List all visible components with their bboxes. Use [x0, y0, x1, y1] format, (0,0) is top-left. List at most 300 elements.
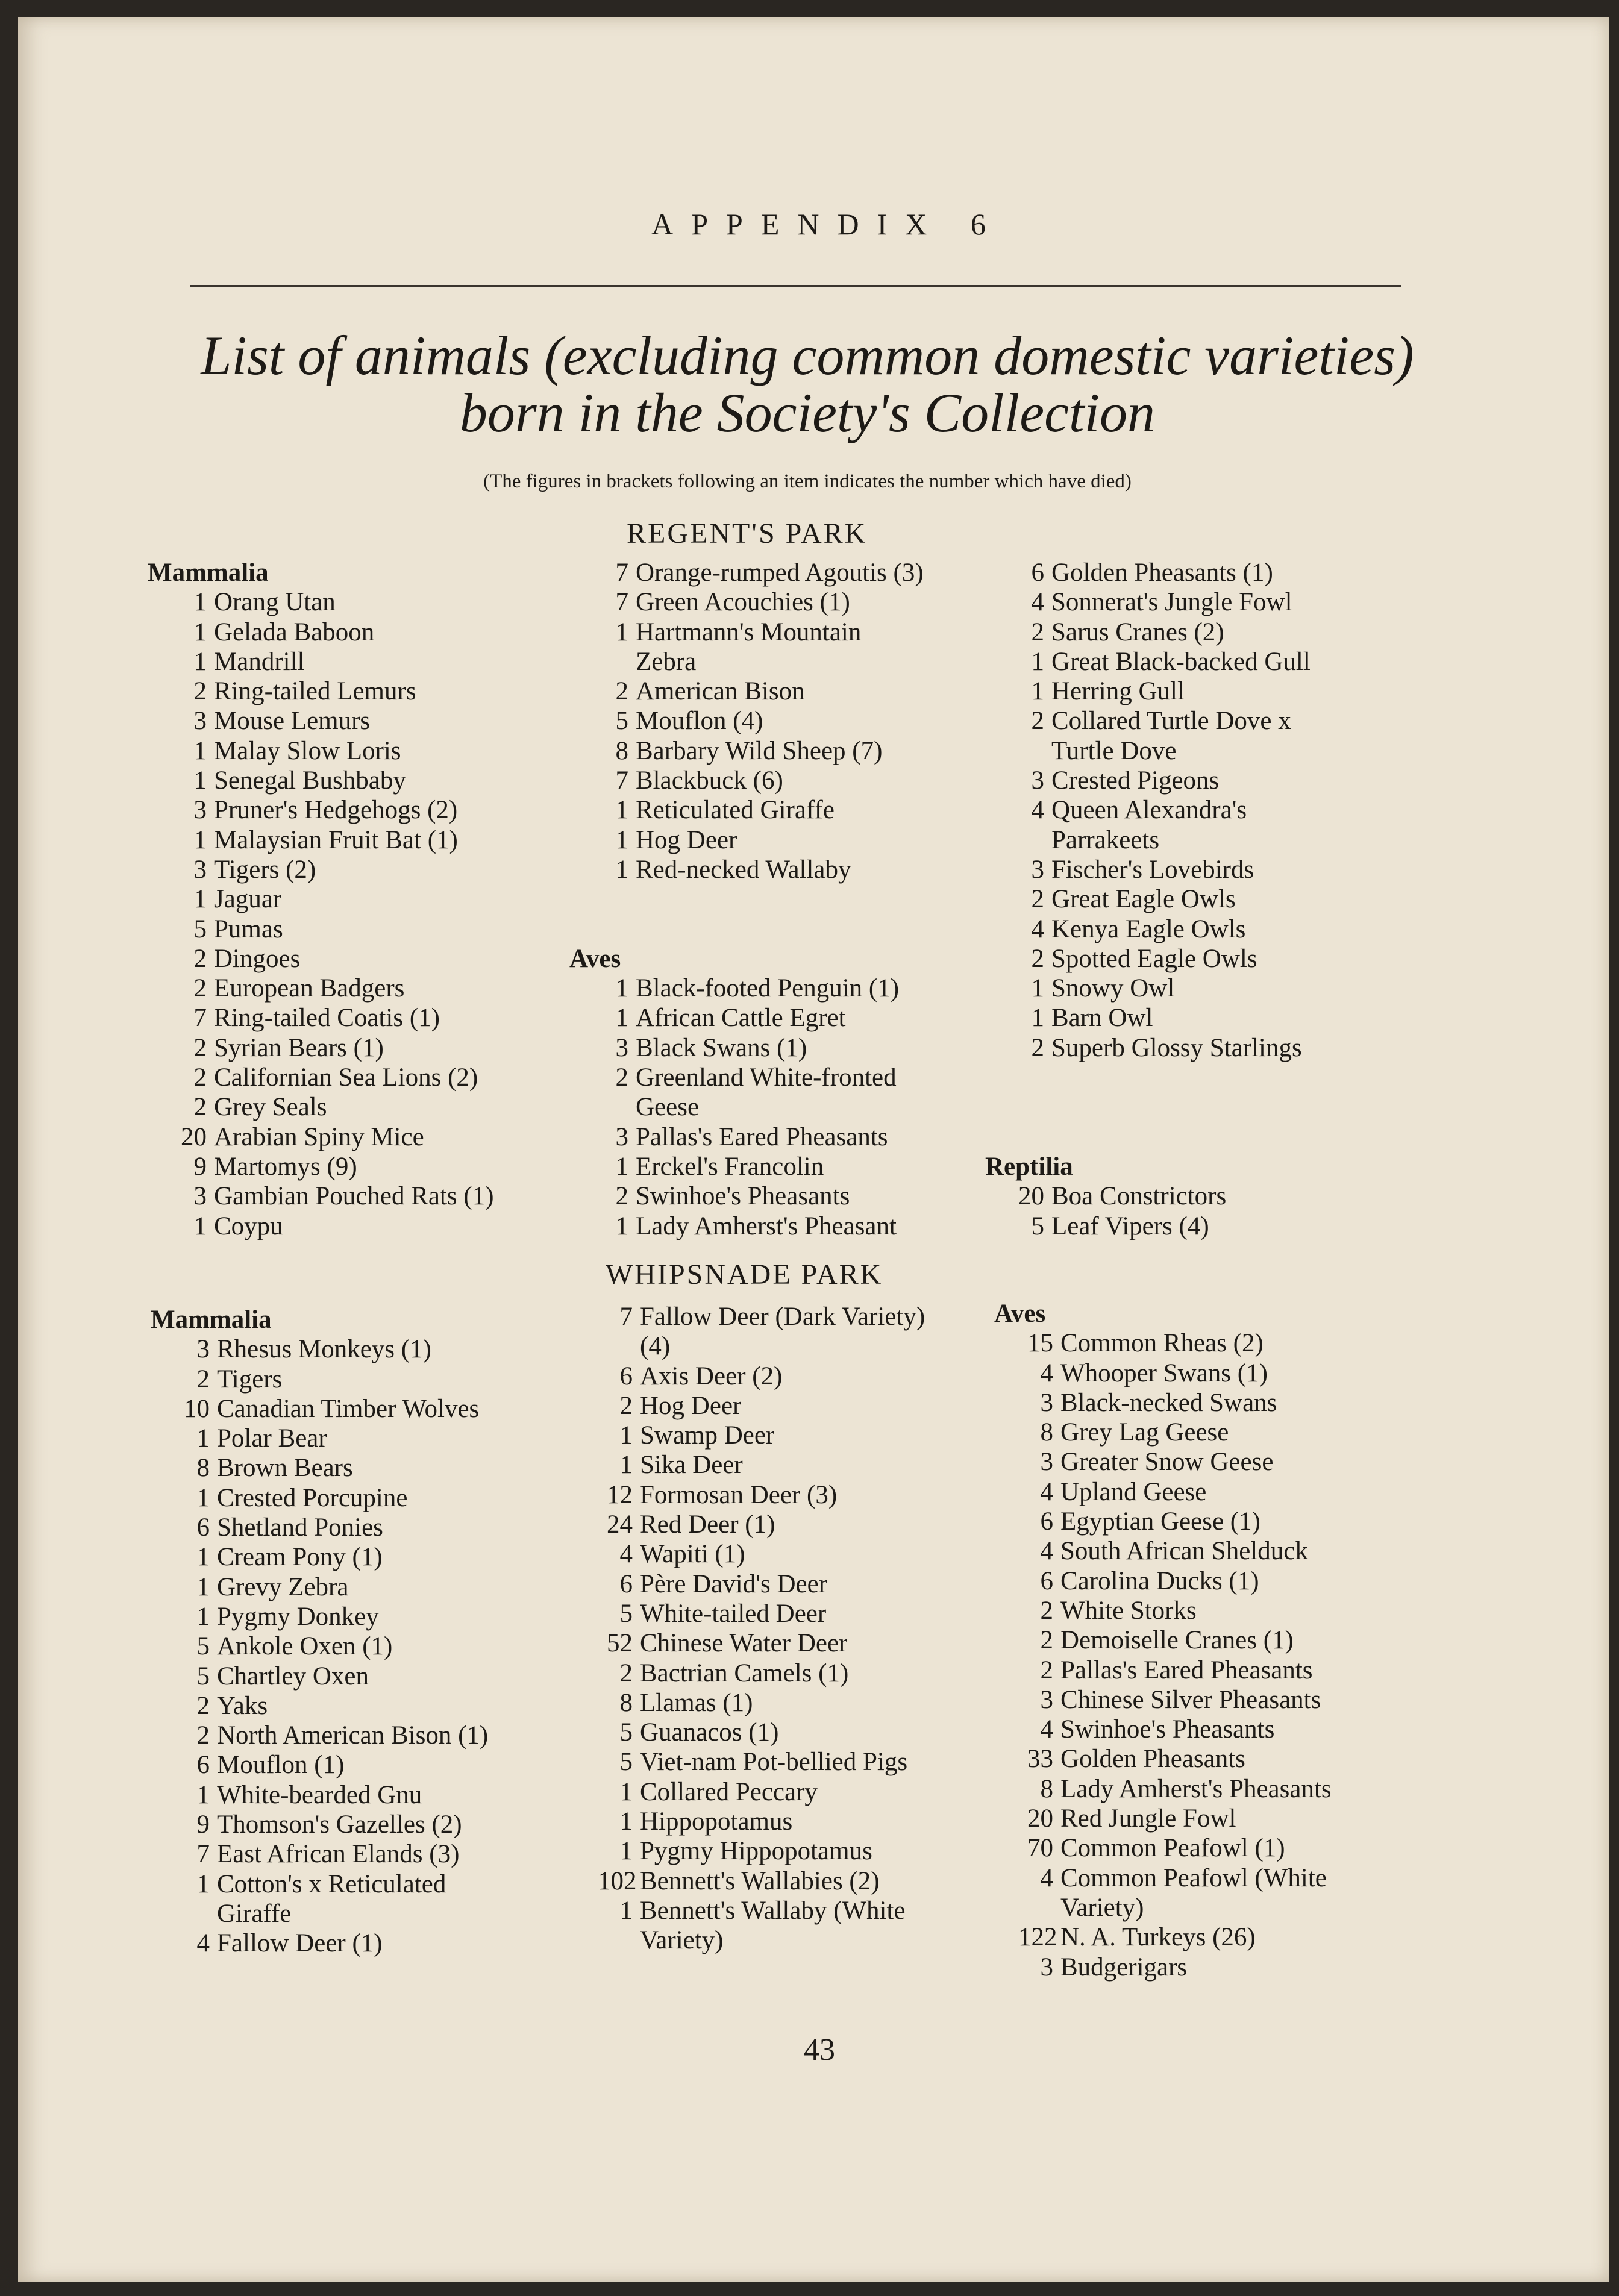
list-item [175, 1602, 597, 1631]
animal-name: Pallas's Eared Pheasants [1060, 1656, 1313, 1684]
list-item [172, 677, 593, 706]
list-item [175, 1928, 597, 1958]
animal-name: Blackbuck (6) [636, 766, 783, 795]
animal-count: 1 [193, 885, 207, 914]
animal-count: 9 [196, 1810, 210, 1839]
list-item [1018, 1922, 1440, 1952]
class-heading: Aves [569, 944, 621, 973]
animal-count: 2 [1031, 885, 1044, 914]
animal-name: Herring Gull [1051, 677, 1185, 706]
animal-name: Boa Constrictors [1051, 1182, 1227, 1211]
animal-count: 6 [619, 1569, 633, 1598]
list-item [598, 1302, 1013, 1331]
animal-name: Pumas [214, 915, 283, 943]
list-item [1018, 1477, 1440, 1507]
animal-count: 3 [193, 796, 207, 825]
list-item [598, 1450, 1013, 1480]
animal-name: Queen Alexandra's [1051, 796, 1247, 825]
animal-name: White Storks [1060, 1596, 1197, 1625]
animal-name: (4) [640, 1332, 671, 1361]
animal-count: 3 [1040, 1685, 1053, 1714]
animal-name: North American Bison (1) [217, 1721, 489, 1750]
animal-name: Pallas's Eared Pheasants [636, 1122, 888, 1151]
animal-name: African Cattle Egret [636, 1004, 846, 1033]
list-item [598, 1599, 1013, 1628]
animal-name: Crested Pigeons [1051, 766, 1220, 795]
list-item [172, 706, 593, 736]
animal-count: 2 [615, 1182, 628, 1211]
list-item [175, 1691, 597, 1721]
animal-count: 2 [193, 1033, 207, 1062]
animal-name: N. A. Turkeys (26) [1060, 1923, 1256, 1952]
list-item [175, 1394, 597, 1424]
list-item [175, 1631, 597, 1661]
animal-name: Californian Sea Lions (2) [214, 1063, 478, 1092]
list-item [593, 1181, 1009, 1211]
animal-name: Jaguar [214, 885, 282, 914]
animal-name: Canadian Timber Wolves [217, 1394, 480, 1423]
animal-count: 1 [1031, 1004, 1044, 1033]
animal-name: Tigers (2) [214, 855, 316, 884]
spacer [593, 915, 1009, 944]
animal-count: 2 [1040, 1596, 1053, 1625]
animal-name: Greenland White-fronted [636, 1063, 897, 1092]
list-item [1009, 915, 1431, 944]
appendix-label: APPENDIX 6 [651, 207, 1004, 241]
list-item-continuation [1018, 1893, 1440, 1922]
list-item [1018, 1596, 1440, 1625]
section-heading-regents-park: REGENT'S PARK [627, 518, 868, 549]
animal-count: 1 [196, 1780, 210, 1809]
animal-name: American Bison [636, 677, 805, 706]
animal-name: White-tailed Deer [640, 1599, 827, 1628]
animal-name: Grey Lag Geese [1060, 1418, 1229, 1447]
animal-name: Barbary Wild Sheep (7) [636, 736, 883, 765]
animal-name: Egyptian Geese (1) [1060, 1507, 1260, 1536]
animal-count: 6 [196, 1513, 210, 1542]
animal-count: 1 [1031, 647, 1044, 676]
class-heading: Mammalia [148, 558, 269, 587]
list-item [593, 1063, 1009, 1092]
animal-name: Arabian Spiny Mice [214, 1122, 424, 1151]
animal-count: 2 [619, 1391, 633, 1420]
animal-name: Ankole Oxen (1) [217, 1632, 393, 1661]
list-item [593, 1003, 1009, 1033]
animal-count: 5 [619, 1599, 633, 1628]
animal-count: 1 [193, 647, 207, 676]
animal-count: 3 [193, 855, 207, 884]
class-heading: Reptilia [985, 1152, 1073, 1181]
list-item [593, 587, 1009, 617]
animal-name: Fallow Deer (Dark Variety) [640, 1303, 925, 1331]
list-item [598, 1628, 1013, 1658]
animal-count: 8 [196, 1454, 210, 1483]
animal-name: Guanacos (1) [640, 1718, 779, 1747]
list-item [172, 884, 593, 914]
animal-count: 1 [619, 1451, 633, 1480]
list-item [593, 855, 1009, 884]
list-item [598, 1836, 1013, 1866]
animal-name: Wapiti (1) [640, 1540, 745, 1569]
animal-name: Common Peafowl (White [1060, 1863, 1327, 1892]
regents-park-column-2 [569, 558, 1009, 1241]
list-item [593, 706, 1009, 736]
animal-count: 1 [619, 1777, 633, 1806]
animal-count: 1 [193, 825, 207, 854]
animal-name: Fallow Deer (1) [217, 1929, 383, 1958]
animal-name: Whooper Swans (1) [1060, 1359, 1268, 1387]
animal-count: 2 [196, 1721, 210, 1750]
animal-name: Green Acouchies (1) [636, 588, 850, 617]
animal-name: Greater Snow Geese [1060, 1448, 1274, 1477]
list-item [172, 736, 593, 766]
animal-count: 1 [619, 1421, 633, 1450]
list-item [593, 677, 1009, 706]
animal-count: 1 [196, 1869, 210, 1898]
book-page [18, 17, 1609, 2282]
list-item [598, 1747, 1013, 1777]
animal-count: 2 [196, 1365, 210, 1394]
animal-count: 20 [1018, 1182, 1044, 1211]
animal-name: Syrian Bears (1) [214, 1033, 384, 1062]
list-item [1018, 1774, 1440, 1804]
regents-park-column-1 [148, 558, 593, 1241]
list-item [1009, 766, 1431, 795]
animal-name: Geese [636, 1093, 700, 1122]
list-item [593, 1212, 1009, 1241]
animal-count: 5 [1031, 1212, 1044, 1240]
animal-name: Black Swans (1) [636, 1033, 807, 1062]
animal-name: Malay Slow Loris [214, 736, 401, 765]
list-item [1018, 1656, 1440, 1685]
animal-name: Turtle Dove [1051, 736, 1177, 765]
animal-name: Hartmann's Mountain [636, 618, 862, 646]
list-item [175, 1334, 597, 1364]
animal-count: 7 [615, 766, 628, 795]
list-item [175, 1662, 597, 1691]
animal-name: Yaks [217, 1691, 268, 1720]
animal-name: Common Peafowl (1) [1060, 1834, 1285, 1863]
list-item [172, 944, 593, 974]
animal-name: Cotton's x Reticulated [217, 1869, 446, 1898]
animal-count: 4 [1040, 1477, 1053, 1506]
animal-count: 7 [196, 1840, 210, 1869]
animal-name: Erckel's Francolin [636, 1152, 824, 1181]
animal-name: Mouflon (1) [217, 1751, 345, 1780]
animal-count: 6 [1040, 1507, 1053, 1536]
list-item-continuation [1009, 736, 1431, 766]
animal-name: Pygmy Hippopotamus [640, 1837, 872, 1866]
animal-name: Formosan Deer (3) [640, 1480, 838, 1509]
list-item [1009, 706, 1431, 736]
animal-count: 3 [193, 1182, 207, 1211]
animal-count: 2 [1031, 707, 1044, 736]
animal-name: Ring-tailed Lemurs [214, 677, 416, 706]
animal-count: 1 [196, 1602, 210, 1631]
animal-name: Variety) [1060, 1893, 1144, 1922]
animal-count: 6 [1031, 558, 1044, 587]
animal-name: Shetland Ponies [217, 1513, 383, 1542]
list-item [1009, 618, 1431, 647]
animal-name: Gelada Baboon [214, 618, 375, 646]
animal-name: Rhesus Monkeys (1) [217, 1335, 431, 1364]
list-item [172, 618, 593, 647]
animal-name: Bennett's Wallaby (White [640, 1896, 906, 1925]
animal-count: 2 [193, 944, 207, 973]
animal-count: 1 [196, 1424, 210, 1453]
list-item [1009, 884, 1431, 914]
animal-count: 6 [619, 1362, 633, 1390]
animal-name: Pygmy Donkey [217, 1602, 379, 1631]
list-item [1018, 1863, 1440, 1893]
animal-count: 52 [607, 1629, 633, 1658]
animal-name: Sonnerat's Jungle Fowl [1051, 588, 1292, 617]
page-number: 43 [804, 2033, 835, 2067]
animal-name: Sarus Cranes (2) [1051, 618, 1224, 646]
animal-name: Barn Owl [1051, 1004, 1153, 1033]
animal-name: Golden Pheasants (1) [1051, 558, 1273, 587]
animal-name: Common Rheas (2) [1060, 1329, 1264, 1358]
list-item [1018, 1536, 1440, 1566]
animal-name: Collared Peccary [640, 1777, 818, 1806]
animal-name: Ring-tailed Coatis (1) [214, 1004, 440, 1033]
animal-name: Bactrian Camels (1) [640, 1659, 849, 1688]
animal-count: 15 [1027, 1329, 1053, 1358]
animal-count: 3 [193, 707, 207, 736]
animal-count: 6 [196, 1751, 210, 1780]
list-item [175, 1572, 597, 1602]
list-item [1009, 1003, 1431, 1033]
animal-name: Gambian Pouched Rats (1) [214, 1182, 494, 1211]
animal-name: Brown Bears [217, 1454, 353, 1483]
animal-name: Great Eagle Owls [1051, 885, 1236, 914]
list-item [175, 1453, 597, 1483]
list-item [172, 647, 593, 677]
list-item [175, 1365, 597, 1394]
list-item [172, 1212, 593, 1241]
list-item [172, 915, 593, 944]
animal-count: 2 [193, 1093, 207, 1122]
animal-count: 1 [615, 855, 628, 884]
list-item [1009, 677, 1431, 706]
animal-count: 3 [1031, 766, 1044, 795]
animal-name: Red Deer (1) [640, 1510, 775, 1539]
animal-name: Kenya Eagle Owls [1051, 915, 1246, 943]
animal-count: 4 [1040, 1715, 1053, 1744]
list-item [598, 1659, 1013, 1688]
animal-count: 20 [181, 1122, 207, 1151]
animal-count: 2 [615, 1063, 628, 1092]
animal-count: 3 [196, 1335, 210, 1364]
animal-count: 1 [619, 1837, 633, 1866]
animal-count: 4 [1031, 588, 1044, 617]
animal-name: Lady Amherst's Pheasant [636, 1212, 897, 1240]
animal-name: Chartley Oxen [217, 1662, 369, 1691]
animal-name: Tigers [217, 1365, 283, 1394]
list-item [1018, 1625, 1440, 1655]
animal-count: 3 [615, 1033, 628, 1062]
list-item [1018, 1447, 1440, 1477]
animal-name: Red-necked Wallaby [636, 855, 851, 884]
animal-count: 7 [193, 1004, 207, 1033]
list-item [593, 974, 1009, 1003]
animal-name: Superb Glossy Starlings [1051, 1033, 1302, 1062]
animal-count: 5 [196, 1632, 210, 1661]
list-item [175, 1750, 597, 1780]
animal-name: Reticulated Giraffe [636, 796, 835, 825]
list-item [598, 1362, 1013, 1391]
list-item [172, 1033, 593, 1063]
animal-name: White-bearded Gnu [217, 1780, 422, 1809]
header-rule [190, 285, 1401, 287]
list-item [598, 1510, 1013, 1539]
animal-count: 1 [193, 766, 207, 795]
animal-count: 4 [1031, 915, 1044, 943]
animal-count: 3 [1040, 1388, 1053, 1417]
list-item [1009, 974, 1431, 1003]
animal-count: 1 [615, 974, 628, 1003]
animal-name: Hog Deer [640, 1391, 742, 1420]
animal-count: 2 [1040, 1656, 1053, 1684]
list-item [1018, 1804, 1440, 1833]
animal-count: 4 [1040, 1537, 1053, 1566]
animal-count: 8 [619, 1688, 633, 1717]
list-item [598, 1569, 1013, 1599]
animal-name: Variety) [640, 1926, 724, 1955]
list-item [593, 1152, 1009, 1181]
list-item [172, 825, 593, 855]
animal-name: Black-footed Penguin (1) [636, 974, 900, 1003]
animal-count: 1 [193, 618, 207, 646]
animal-count: 5 [196, 1662, 210, 1691]
list-item-continuation [598, 1925, 1013, 1955]
animal-name: Collared Turtle Dove x [1051, 707, 1291, 736]
animal-name: Coypu [214, 1212, 283, 1240]
animal-count: 1 [196, 1572, 210, 1601]
animal-count: 1 [615, 796, 628, 825]
animal-name: Budgerigars [1060, 1953, 1188, 1982]
animal-count: 3 [1040, 1448, 1053, 1477]
animal-name: Pruner's Hedgehogs (2) [214, 796, 458, 825]
list-item [175, 1721, 597, 1750]
animal-name: Llamas (1) [640, 1688, 753, 1717]
list-item [1009, 1033, 1431, 1063]
animal-name: Grevy Zebra [217, 1572, 349, 1601]
list-item [598, 1718, 1013, 1747]
animal-count: 3 [1031, 855, 1044, 884]
animal-name: Orange-rumped Agoutis (3) [636, 558, 924, 587]
animal-count: 8 [1040, 1774, 1053, 1803]
animal-count: 3 [1040, 1953, 1053, 1982]
list-item [1018, 1418, 1440, 1447]
animal-name: Chinese Silver Pheasants [1060, 1685, 1321, 1714]
animal-name: European Badgers [214, 974, 405, 1003]
spacer [1009, 1063, 1431, 1092]
whipsnade-park-column-1 [151, 1305, 597, 1959]
animal-count: 70 [1027, 1834, 1053, 1863]
list-item-continuation [1009, 825, 1431, 855]
list-item [175, 1513, 597, 1542]
animal-count: 7 [615, 588, 628, 617]
list-item-continuation [593, 1092, 1009, 1122]
animal-name: Senegal Bushbaby [214, 766, 406, 795]
list-item [598, 1391, 1013, 1421]
spacer [593, 884, 1009, 914]
section-heading-whipsnade-park: WHIPSNADE PARK [606, 1259, 883, 1290]
animal-count: 10 [184, 1394, 210, 1423]
animal-count: 1 [619, 1807, 633, 1836]
class-heading: Aves [994, 1300, 1046, 1328]
list-item [175, 1869, 597, 1899]
animal-name: Red Jungle Fowl [1060, 1804, 1236, 1833]
animal-count: 7 [615, 558, 628, 587]
list-item [1018, 1833, 1440, 1863]
list-item [1009, 647, 1431, 677]
list-item [1009, 855, 1431, 884]
list-item [598, 1688, 1013, 1718]
list-item [175, 1542, 597, 1572]
list-item [593, 825, 1009, 855]
list-item [1009, 1181, 1431, 1211]
list-item [1018, 1328, 1440, 1358]
animal-name: Hippopotamus [640, 1807, 793, 1836]
list-item [175, 1810, 597, 1839]
animal-name: Black-necked Swans [1060, 1388, 1277, 1417]
animal-name: Dingoes [214, 944, 301, 973]
spacer [1009, 1122, 1431, 1152]
animal-count: 4 [1031, 796, 1044, 825]
animal-count: 1 [193, 736, 207, 765]
list-item [1009, 587, 1431, 617]
animal-name: Fischer's Lovebirds [1051, 855, 1254, 884]
animal-count: 2 [1031, 1033, 1044, 1062]
animal-name: Swamp Deer [640, 1421, 775, 1450]
animal-count: 3 [615, 1122, 628, 1151]
animal-name: Swinhoe's Pheasants [636, 1182, 850, 1211]
list-item [1018, 1685, 1440, 1715]
animal-count: 2 [193, 677, 207, 706]
list-item [598, 1539, 1013, 1569]
animal-name: Viet-nam Pot-bellied Pigs [640, 1748, 908, 1777]
list-item [1009, 795, 1431, 825]
animal-name: South African Shelduck [1060, 1537, 1308, 1566]
list-item [1018, 1744, 1440, 1774]
animal-name: Crested Porcupine [217, 1483, 408, 1512]
list-item [1009, 558, 1431, 587]
animal-name: Cream Pony (1) [217, 1543, 383, 1572]
animal-count: 7 [619, 1303, 633, 1331]
page-title-line-1: List of animals (excluding common domestic varieties) [201, 325, 1414, 386]
animal-count: 24 [607, 1510, 633, 1539]
animal-count: 1 [196, 1543, 210, 1572]
animal-count: 1 [196, 1483, 210, 1512]
list-item [172, 587, 593, 617]
list-item [172, 855, 593, 884]
animal-count: 8 [1040, 1418, 1053, 1447]
animal-name: Martomys (9) [214, 1152, 357, 1181]
animal-name: Sika Deer [640, 1451, 743, 1480]
animal-name: Chinese Water Deer [640, 1629, 848, 1658]
list-item [175, 1483, 597, 1513]
animal-count: 1 [615, 1152, 628, 1181]
animal-name: Orang Utan [214, 588, 336, 617]
list-item [593, 558, 1009, 587]
animal-name: Upland Geese [1060, 1477, 1207, 1506]
animal-name: Zebra [636, 647, 697, 676]
whipsnade-park-column-2 [598, 1302, 1013, 1956]
list-item [593, 1033, 1009, 1063]
list-item [172, 1063, 593, 1092]
